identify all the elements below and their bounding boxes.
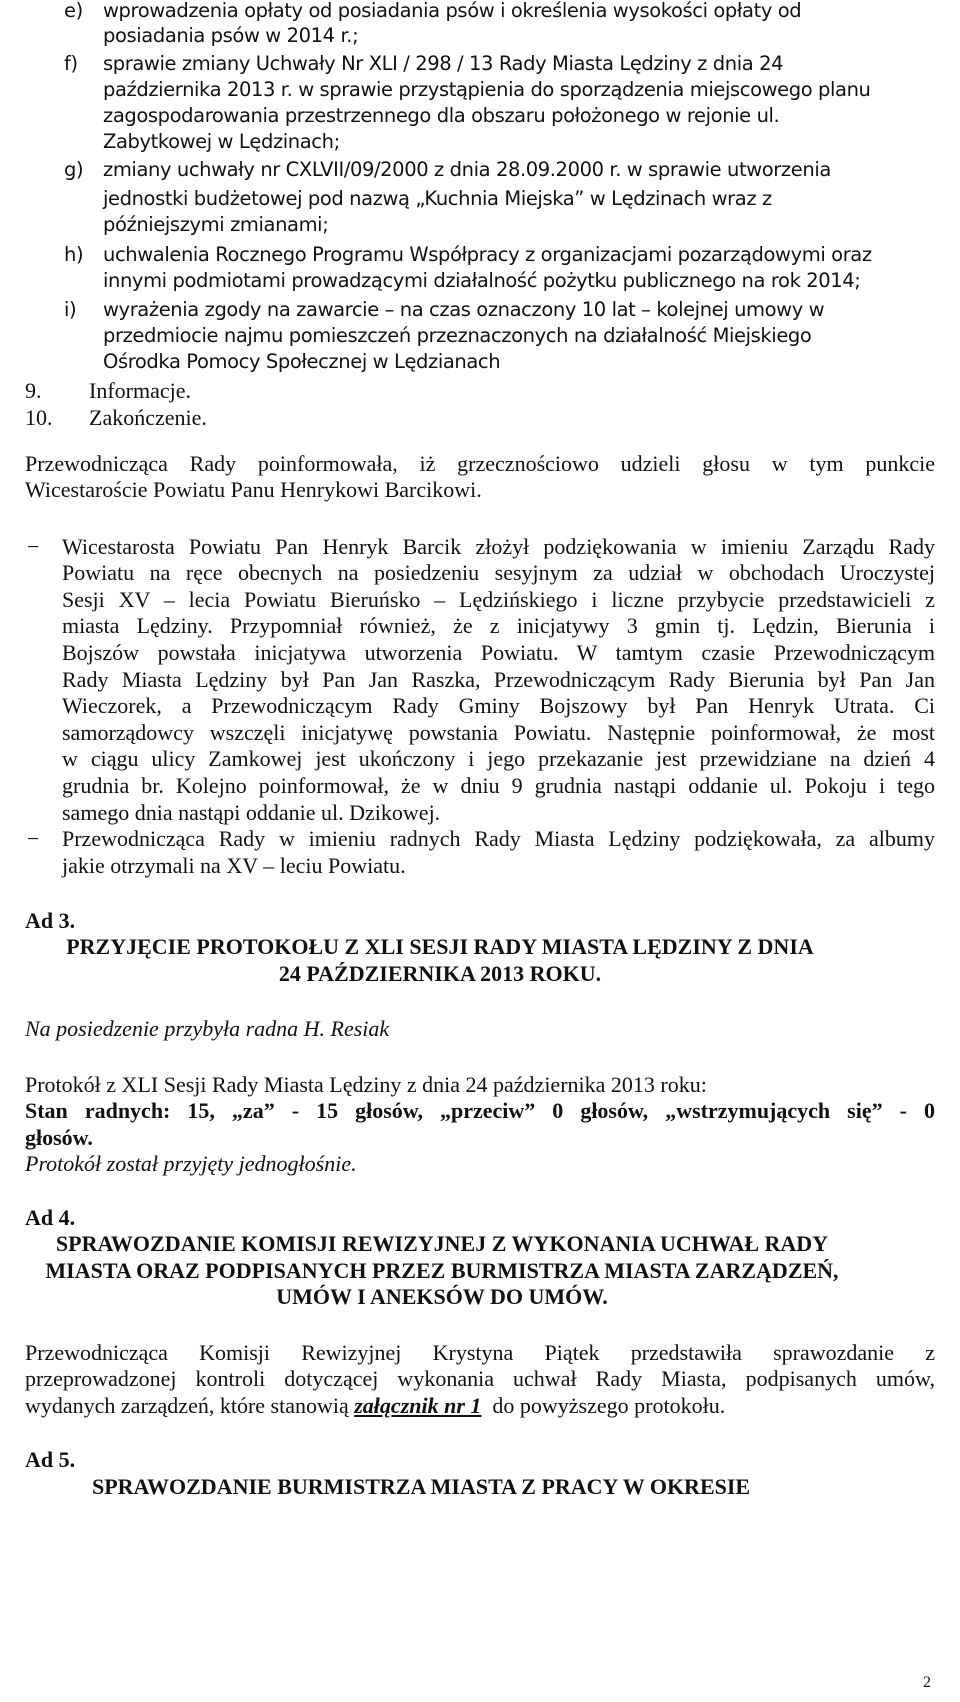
bullet-1-line11: samego dnia nastąpi oddanie ul. Dzikowej. <box>62 800 441 825</box>
list-item-f-line2: października 2013 r. w sprawie przystąpienia do sporządzenia miejscowego planu <box>103 78 871 101</box>
agenda-item-10: Zakończenie. <box>89 405 207 430</box>
justified-text: Wicestarosta Powiatu Pan Henryk Barcik złożył podziękowania w imieniu Zarządu Rady <box>62 534 935 559</box>
bullet-2-line2: jakie otrzymali na XV – leciu Powiatu. <box>62 853 406 878</box>
justified-text: Stan radnych: 15, „za” - 15 głosów, „przeciw” 0 głosów, „wstrzymujących się” - 0 <box>25 1098 935 1123</box>
ad3-vote-line1 <box>25 1098 935 1124</box>
ad3-accepted: Protokół został przyjęty jednogłośnie. <box>25 1151 357 1176</box>
ad4-label: Ad 4. <box>25 1205 76 1230</box>
list-item-f-line1: sprawie zmiany Uchwały Nr XLI / 298 / 13 Rady Miasta Lędziny z dnia 24 <box>103 52 784 75</box>
agenda-number-10: 10. <box>25 405 53 430</box>
list-item-h-line2: innymi podmiotami prowadzącymi działalność pożytku publicznego na rok 2014; <box>103 269 861 292</box>
ad5-heading: SPRAWOZDANIE BURMISTRZA MIASTA Z PRACY W OKRESIE <box>92 1474 751 1499</box>
justified-text: Przewodnicząca Rady w imieniu radnych Rady Miasta Lędziny podziękowała, za albumy <box>62 826 935 851</box>
list-item-e-line2: posiadania psów w 2014 r.; <box>103 24 359 47</box>
ad3-vote-line2: głosów. <box>25 1125 93 1150</box>
justified-text: samorządowcy wszczęli inicjatywę powstania Powiatu. Następnie poinformował, że most <box>62 720 935 745</box>
justified-text: Rady Miasta Lędziny był Pan Jan Raszka, Przewodniczącym Rady Bierunia był Pan Jan <box>62 667 935 692</box>
dash-bullet-1: − <box>27 534 40 559</box>
list-item-e-line1: wprowadzenia opłaty od posiadania psów i określenia wysokości opłaty od <box>103 0 802 22</box>
justified-text: Wieczorek, a Przewodniczącym Rady Gminy Bojszowy był Pan Henryk Utrata. Ci <box>62 693 935 718</box>
ad4-paragraph-line3-end: do powyższego protokołu. <box>481 1393 726 1418</box>
justified-text: w ciągu ulicy Zamkowej jest ukończony i jego przekazanie jest przewidziane na dzień 4 <box>62 746 935 771</box>
bullet-2-line1 <box>62 826 935 852</box>
bullet-1-line3 <box>62 587 935 613</box>
ad3-heading-line1: PRZYJĘCIE PROTOKOŁU Z XLI SESJI RADY MIASTA LĘDZINY Z DNIA <box>66 934 814 959</box>
list-item-i-line1: wyrażenia zgody na zawarcie – na czas oznaczony 10 lat – kolejnej umowy w <box>103 298 825 321</box>
ad3-protocol-line: Protokół z XLI Sesji Rady Miasta Lędziny z dnia 24 października 2013 roku: <box>25 1072 707 1097</box>
list-item-f-line3: zagospodarowania przestrzennego dla obszaru położonego w rejonie ul. <box>103 104 780 127</box>
dash-bullet-2: − <box>27 826 40 851</box>
list-item-h-line1: uchwalenia Rocznego Programu Współpracy z organizacjami pozarządowymi oraz <box>103 243 872 266</box>
agenda-number-9: 9. <box>25 378 42 403</box>
ad4-heading-line1: SPRAWOZDANIE KOMISJI REWIZYJNEJ Z WYKONANIA UCHWAŁ RADY <box>55 1231 829 1256</box>
justified-text: miasta Lędziny. Przypomniał również, że z inicjatywy 3 gmin tj. Lędzin, Bierunia i <box>62 613 935 638</box>
bullet-1-line9 <box>62 746 935 772</box>
agenda-item-9: Informacje. <box>89 378 191 403</box>
list-item-g-line3: późniejszymi zmianami; <box>103 213 329 236</box>
justified-text: przeprowadzonej kontroli dotyczącej wykonania uchwał Rady Miasta, podpisanych umów, <box>25 1366 935 1391</box>
intro-paragraph-line2: Wicestaroście Powiatu Panu Henrykowi Barcikowi. <box>25 477 482 502</box>
justified-text: Sesji XV – lecia Powiatu Bieruńsko – Lędzińskiego i liczne przybycie przedstawicieli z <box>62 587 935 612</box>
ad3-attendance-note: Na posiedzenie przybyła radna H. Resiak <box>25 1016 390 1041</box>
ad4-heading-line3: UMÓW I ANEKSÓW DO UMÓW. <box>276 1284 608 1309</box>
list-label-e: e) <box>64 0 83 22</box>
bullet-1-line4 <box>62 613 935 639</box>
intro-paragraph-line1 <box>25 451 935 477</box>
bullet-1-line10 <box>62 773 935 799</box>
list-item-i-line3: Ośrodka Pomocy Społecznej w Lędzianach <box>103 350 501 373</box>
list-label-i: i) <box>64 298 77 321</box>
list-item-g-line1: zmiany uchwały nr CXLVII/09/2000 z dnia 28.09.2000 r. w sprawie utworzenia <box>103 158 831 181</box>
ad3-heading-line2: 24 PAŹDZIERNIKA 2013 ROKU. <box>278 961 602 986</box>
justified-text: grudnia br. Kolejno poinformował, że w dniu 9 grudnia nastąpi oddanie ul. Pokoju i tego <box>62 773 935 798</box>
ad5-label: Ad 5. <box>25 1447 76 1472</box>
ad4-paragraph-line1 <box>25 1340 935 1366</box>
ad4-paragraph-line3-start: wydanych zarządzeń, które stanowią <box>25 1393 355 1418</box>
list-label-h: h) <box>64 243 84 266</box>
bullet-1-line2 <box>62 560 935 586</box>
justified-text: Przewodnicząca Komisji Rewizyjnej Krystyna Piątek przedstawiła sprawozdanie z <box>25 1340 935 1365</box>
page-number: 2 <box>923 1674 931 1691</box>
justified-text: Bojszów powstała inicjatywa utworzenia Powiatu. W tamtym czasie Przewodniczącym <box>62 640 935 665</box>
bullet-1-line1 <box>62 534 935 560</box>
bullet-1-line6 <box>62 667 935 693</box>
ad4-paragraph-line3 <box>25 1393 725 1419</box>
bullet-1-line7 <box>62 693 935 719</box>
list-label-f: f) <box>64 52 78 75</box>
list-item-i-line2: przedmiocie najmu pomieszczeń przeznaczonych na działalność Miejskiego <box>103 324 812 347</box>
ad4-heading-line2: MIASTA ORAZ PODPISANYCH PRZEZ BURMISTRZA MIASTA ZARZĄDZEŃ, <box>45 1258 839 1283</box>
list-label-g: g) <box>64 158 84 181</box>
bullet-1-line8 <box>62 720 935 746</box>
justified-text: Przewodnicząca Rady poinformowała, iż grzecznościowo udzieli głosu w tym punkcie <box>25 451 935 476</box>
list-item-g-line2: jednostki budżetowej pod nazwą „Kuchnia Miejska” w Lędzinach wraz z <box>103 187 772 210</box>
bullet-1-line5 <box>62 640 935 666</box>
ad3-label: Ad 3. <box>25 908 76 933</box>
list-item-f-line4: Zabytkowej w Lędzinach; <box>103 130 340 153</box>
ad4-paragraph-line2 <box>25 1366 935 1392</box>
justified-text: Powiatu na ręce obecnych na posiedzeniu sesyjnym za udział w obchodach Uroczystej <box>62 560 935 585</box>
attachment-reference: załącznik nr 1 <box>354 1393 482 1418</box>
